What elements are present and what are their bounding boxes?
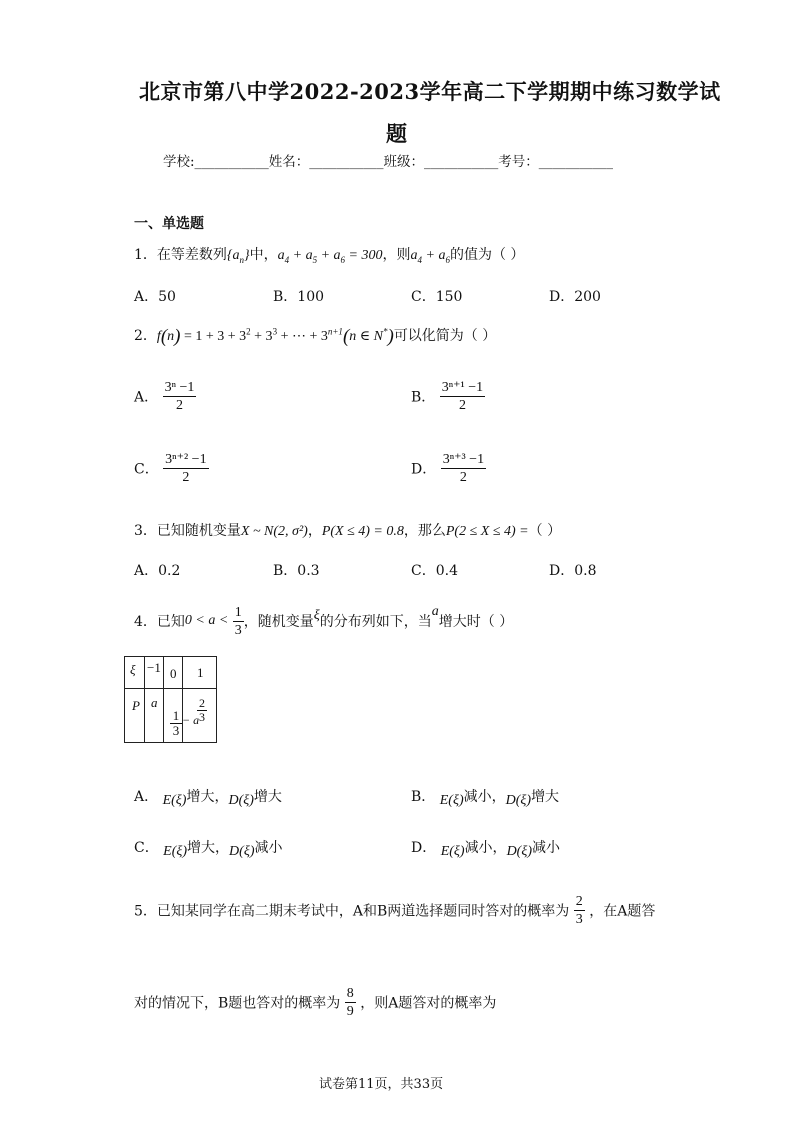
- q2-domain: (n ∈ N*): [342, 326, 394, 347]
- q5-fraction-eight-ninths: $\frac{8}{9}$: [346, 986, 354, 1019]
- question-2: [134, 325, 496, 348]
- student-info-fields: 学校:___________姓名：___________班级：___________考号：___________: [163, 154, 614, 170]
- page-footer: 试卷第11页，共33页: [319, 1077, 444, 1092]
- q2-option-d: D． $\frac{\text{3ⁿ⁺³ −1}}{2}$: [411, 452, 485, 485]
- q4-condition-fraction: $\frac{1}{3}$: [234, 604, 242, 638]
- question-5-line2: 对的情况下，B题也答对的概率为 $\frac{8}{9}$ ，则A题答对的概率为: [134, 986, 497, 1019]
- q2-option-c: C． $\frac{\text{3ⁿ⁺² −1}}{2}$: [134, 452, 207, 485]
- page-title-line2: 题: [386, 121, 408, 146]
- table-header-xi: ξ: [130, 662, 136, 677]
- q4-a-symbol: a: [431, 604, 439, 619]
- table-value-minus1: −1: [147, 660, 161, 675]
- table-value-0: 0: [170, 666, 177, 681]
- q1-equation: $a_4 + a_5 + a_6 = 300$: [277, 248, 383, 265]
- q5-fraction-two-thirds: $\frac{2}{3}$: [575, 894, 583, 927]
- table-header-p: P: [132, 698, 140, 713]
- q3-distribution: X ~ N(2, σ²): [240, 524, 308, 539]
- question-3: 3．已知随机变量X ~ N(2, σ²)，P(X ≤ 4) = 0.8，那么P(2 ≤ X ≤ 4) =（ ）: [134, 523, 562, 539]
- q4-option-a: A． E(ξ)增大，D(ξ)增大: [134, 789, 282, 808]
- q2-function-expr: f(n): [156, 326, 181, 347]
- q1-option-a: A．50: [134, 289, 176, 305]
- q4-option-c: C． E(ξ)增大，D(ξ)减小: [134, 840, 283, 859]
- q1-number: 1．在等差数列: [134, 247, 227, 263]
- q3-option-b: B．0.3: [273, 563, 320, 579]
- q4-option-b: B． E(ξ)减小，D(ξ)增大: [411, 789, 560, 808]
- q2-number: 2．: [134, 328, 157, 344]
- q1-text: 中，: [249, 247, 278, 263]
- q1-text2: ，则: [382, 247, 411, 263]
- q3-option-c: C．0.4: [411, 563, 458, 579]
- q3-number: 3．已知随机变量: [134, 523, 241, 539]
- q4-condition: 0 < a <: [184, 613, 229, 628]
- q4-option-d: D． E(ξ)减小，D(ξ)减小: [411, 840, 560, 859]
- table-prob-two-thirds: 2 3: [199, 696, 205, 724]
- question-1: [134, 244, 524, 264]
- question-4: 4．已知0 < a < $\frac{1}{3}$ ，随机变量ξ的分布列如下，当a增大时（ ）: [134, 604, 514, 638]
- q2-tail: 可以化简为（ ）: [393, 328, 497, 344]
- table-prob-minus-a: − a: [182, 713, 200, 727]
- q4-distribution-table: [124, 656, 217, 743]
- q1-option-c: C．150: [411, 289, 463, 305]
- q3-option-d: D．0.8: [549, 563, 597, 579]
- q1-tail: 的值为（ ）: [449, 247, 525, 263]
- q1-option-d: D．200: [549, 289, 601, 305]
- table-prob-fraction: 1 3: [170, 709, 182, 738]
- q3-option-a: A．0.2: [134, 563, 181, 579]
- table-prob-a: a: [151, 695, 158, 710]
- page-title-line1: 北京市第八中学2022-2023学年高二下学期期中练习数学试: [139, 79, 721, 104]
- section-title-single-choice: 一、单选题: [134, 216, 204, 232]
- q3-given-prob: P(X ≤ 4) = 0.8: [321, 524, 404, 539]
- q4-number: 4．已知: [134, 614, 185, 630]
- q2-option-b: B． $\frac{\text{3ⁿ⁺¹ −1}}{2}$: [411, 380, 484, 413]
- q1-target-expr: $a_4 + a_6$: [410, 248, 450, 265]
- q1-sequence: $\{a_n\}$: [226, 248, 250, 265]
- q2-series-expr: = $1 + 3 + 3^2 + 3^3$ + ⋯ + $3^{n+1}$: [180, 326, 343, 344]
- q2-option-a: A． $\frac{\text{3ⁿ −1}}{2}$: [134, 380, 195, 413]
- q1-option-b: B．100: [273, 289, 325, 305]
- q3-asked-prob: P(2 ≤ X ≤ 4) =: [445, 524, 529, 539]
- q4-xi-symbol: ξ: [313, 608, 320, 623]
- table-value-1: 1: [197, 665, 204, 680]
- question-5-line1: 5．已知某同学在高二期末考试中，A和B两道选择题同时答对的概率为 $\frac{2}{3}$ ，在A题答: [134, 894, 656, 927]
